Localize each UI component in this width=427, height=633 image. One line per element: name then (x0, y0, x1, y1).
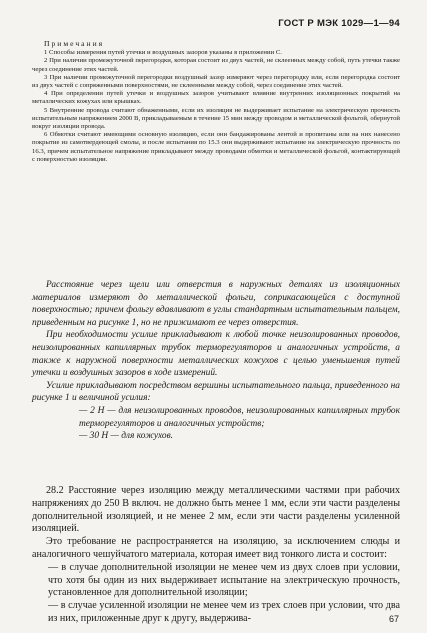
italic-section (32, 279, 400, 443)
note-4: 4 При определении путей утечки и воздушных зазоров учитывают влияние внутренних изоляционных покрытий на металлических кожухах или крышках. (32, 90, 400, 106)
note-1: 1 Способы измерения путей утечки и воздушных зазоров указаны в приложении С. (44, 49, 282, 57)
clause-28-2: 28.2 Расстояние через изоляцию между металлическими частями при рабочих напряжениях до 250 В включ. не должно быть менее 1 мм, если эти части разделены дополнительной изоляцией, и не менее 2 мм, если эти части разделены усиленной изоляцией. (32, 485, 400, 535)
main-paragraph-2: Это требование не распространяется на изоляцию, за исключением слюды и аналогичного чешуйчатого материала, которая имеет вид тонкого листа и состоит: (32, 536, 400, 560)
note-2: 2 При наличии промежуточной перегородки, которая состоит из двух частей, не склеенных между собой, путь утечки также через соединение этих частей. (32, 57, 400, 73)
main-list-item-2: — в случае усиленной изоляции не менее чем из трех слоев при условии, что два из них, приложенные друг к другу, выдержива- (48, 600, 400, 624)
italic-paragraph-2: При необходимости усилие прикладывают к любой точке неизолированных проводов, неизолированных капиллярных трубок терморегуляторов и аналогичных устройств, а также к наружной поверхности металлических кожухов с целью уменьшения путей утечки и воздушных зазоров в ходе измерений. (32, 330, 400, 379)
note-5: 5 Внутренние провода считают обнаженными, если их изоляция не выдерживает испытание на электрическую прочность испытательным напряжением 2000 В, прикладываемым в течение 15 мин между проводом и металлической фольгой, обернутой вокруг изоляции провода. (32, 106, 400, 131)
main-list-item-1: — в случае дополнительной изоляции не менее чем из двух слоев при условии, что хотя бы один из них выдерживает испытание на электрическую прочность, установленное для дополнительной изоляции; (48, 561, 400, 599)
note-3: 3 При наличии промежуточной перегородки воздушный зазор измеряют через перегородку или, если перегородка состоит из двух частей с сопряженными поверхностями, не склеенными между собой, через соединение этих частей. (32, 73, 400, 90)
document-header: ГОСТ Р МЭК 1029—1—94 (278, 18, 400, 29)
italic-list-item-1: — 2 Н — для неизолированных проводов, неизолированных капиллярных трубок терморегуляторов и аналогичных устройств; (79, 405, 400, 429)
notes-title: Примечания (44, 39, 105, 48)
italic-paragraph-3: Усилие прикладывают посредством вершины испытательного пальца, приведенного на рисунке 1 и величиной усилия: (32, 380, 400, 404)
page-number: 67 (388, 614, 399, 624)
note-6: 6 Обмотки считают имеющими основную изоляцию, если они бандажированы лентой и пропитаны или на них нанесено покрытие из самотвердеющей смолы, и после испытания по 15.3 они выдерживают испытание на электрическую прочность по 16.3, причем испытательное напряжение прикладывают между проводами обмотки и металлической фольгой, контактирующей с поверхностью изоляции. (32, 131, 400, 163)
main-text-section (32, 485, 400, 626)
notes-section (32, 40, 400, 164)
italic-list-item-2: — 30 Н — для кожухов. (79, 431, 173, 442)
italic-paragraph-1: Расстояние через щели или отверстия в наружных деталях из изоляционных материалов измеряют до металлической фольги, соприкасающейся с доступной поверхностью; причем фольгу вдавливают в углы стандартным испытательным пальцем, приведенным на рисунке 1, но не прижимают ее через отверстия. (32, 280, 400, 328)
